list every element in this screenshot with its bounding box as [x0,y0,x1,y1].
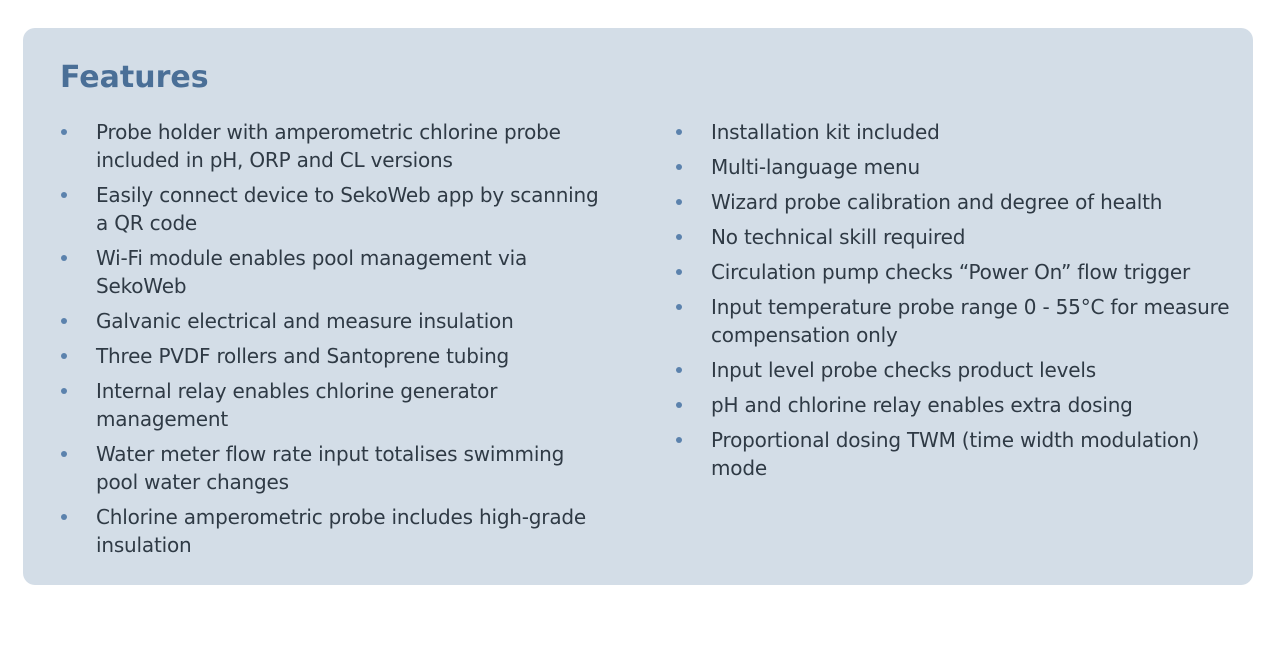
features-list-left [60,118,600,566]
feature-item [675,153,1235,181]
bullet-icon [676,234,682,240]
bullet-icon [61,451,67,457]
feature-text: No technical skill required [711,225,966,249]
bullet-icon [676,402,682,408]
bullet-icon [676,199,682,205]
feature-item [60,307,600,335]
bullet-icon [676,437,682,443]
feature-item [60,440,600,496]
feature-text: Multi-language menu [711,155,920,179]
features-title: Features [60,60,209,95]
feature-text: Installation kit included [711,120,940,144]
feature-item [60,244,600,300]
feature-item [60,503,600,559]
feature-text: Wi-Fi module enables pool management via SekoWeb [96,246,528,298]
feature-item [60,342,600,370]
feature-text: Circulation pump checks “Power On” flow trigger [711,260,1190,284]
feature-text: Input level probe checks product levels [711,358,1096,382]
feature-text: Three PVDF rollers and Santoprene tubing [96,344,510,368]
feature-item [675,118,1235,146]
feature-text: Galvanic electrical and measure insulation [96,309,514,333]
bullet-icon [61,129,67,135]
feature-text: Probe holder with amperometric chlorine probe included in pH, ORP and CL versions [96,120,561,172]
feature-text: Input temperature probe range 0 - 55°C for measure compensation only [711,295,1230,347]
feature-text: Wizard probe calibration and degree of health [711,190,1163,214]
bullet-icon [676,304,682,310]
bullet-icon [61,192,67,198]
bullet-icon [676,367,682,373]
features-list-right [675,118,1235,489]
feature-text: Internal relay enables chlorine generator management [96,379,498,431]
feature-item [60,377,600,433]
feature-text: Chlorine amperometric probe includes high-grade insulation [96,505,586,557]
features-card [23,28,1253,585]
bullet-icon [61,388,67,394]
feature-text: Water meter flow rate input totalises swimming pool water changes [96,442,565,494]
feature-item [675,426,1235,482]
feature-item [675,258,1235,286]
feature-item [675,188,1235,216]
feature-item [675,223,1235,251]
bullet-icon [61,514,67,520]
feature-item [60,181,600,237]
feature-text: Easily connect device to SekoWeb app by scanning a QR code [96,183,599,235]
bullet-icon [61,318,67,324]
bullet-icon [676,269,682,275]
feature-item [675,293,1235,349]
feature-text: pH and chlorine relay enables extra dosing [711,393,1133,417]
feature-item [675,356,1235,384]
feature-item [60,118,600,174]
bullet-icon [676,129,682,135]
feature-item [675,391,1235,419]
feature-text: Proportional dosing TWM (time width modulation) mode [711,428,1200,480]
bullet-icon [676,164,682,170]
bullet-icon [61,353,67,359]
bullet-icon [61,255,67,261]
